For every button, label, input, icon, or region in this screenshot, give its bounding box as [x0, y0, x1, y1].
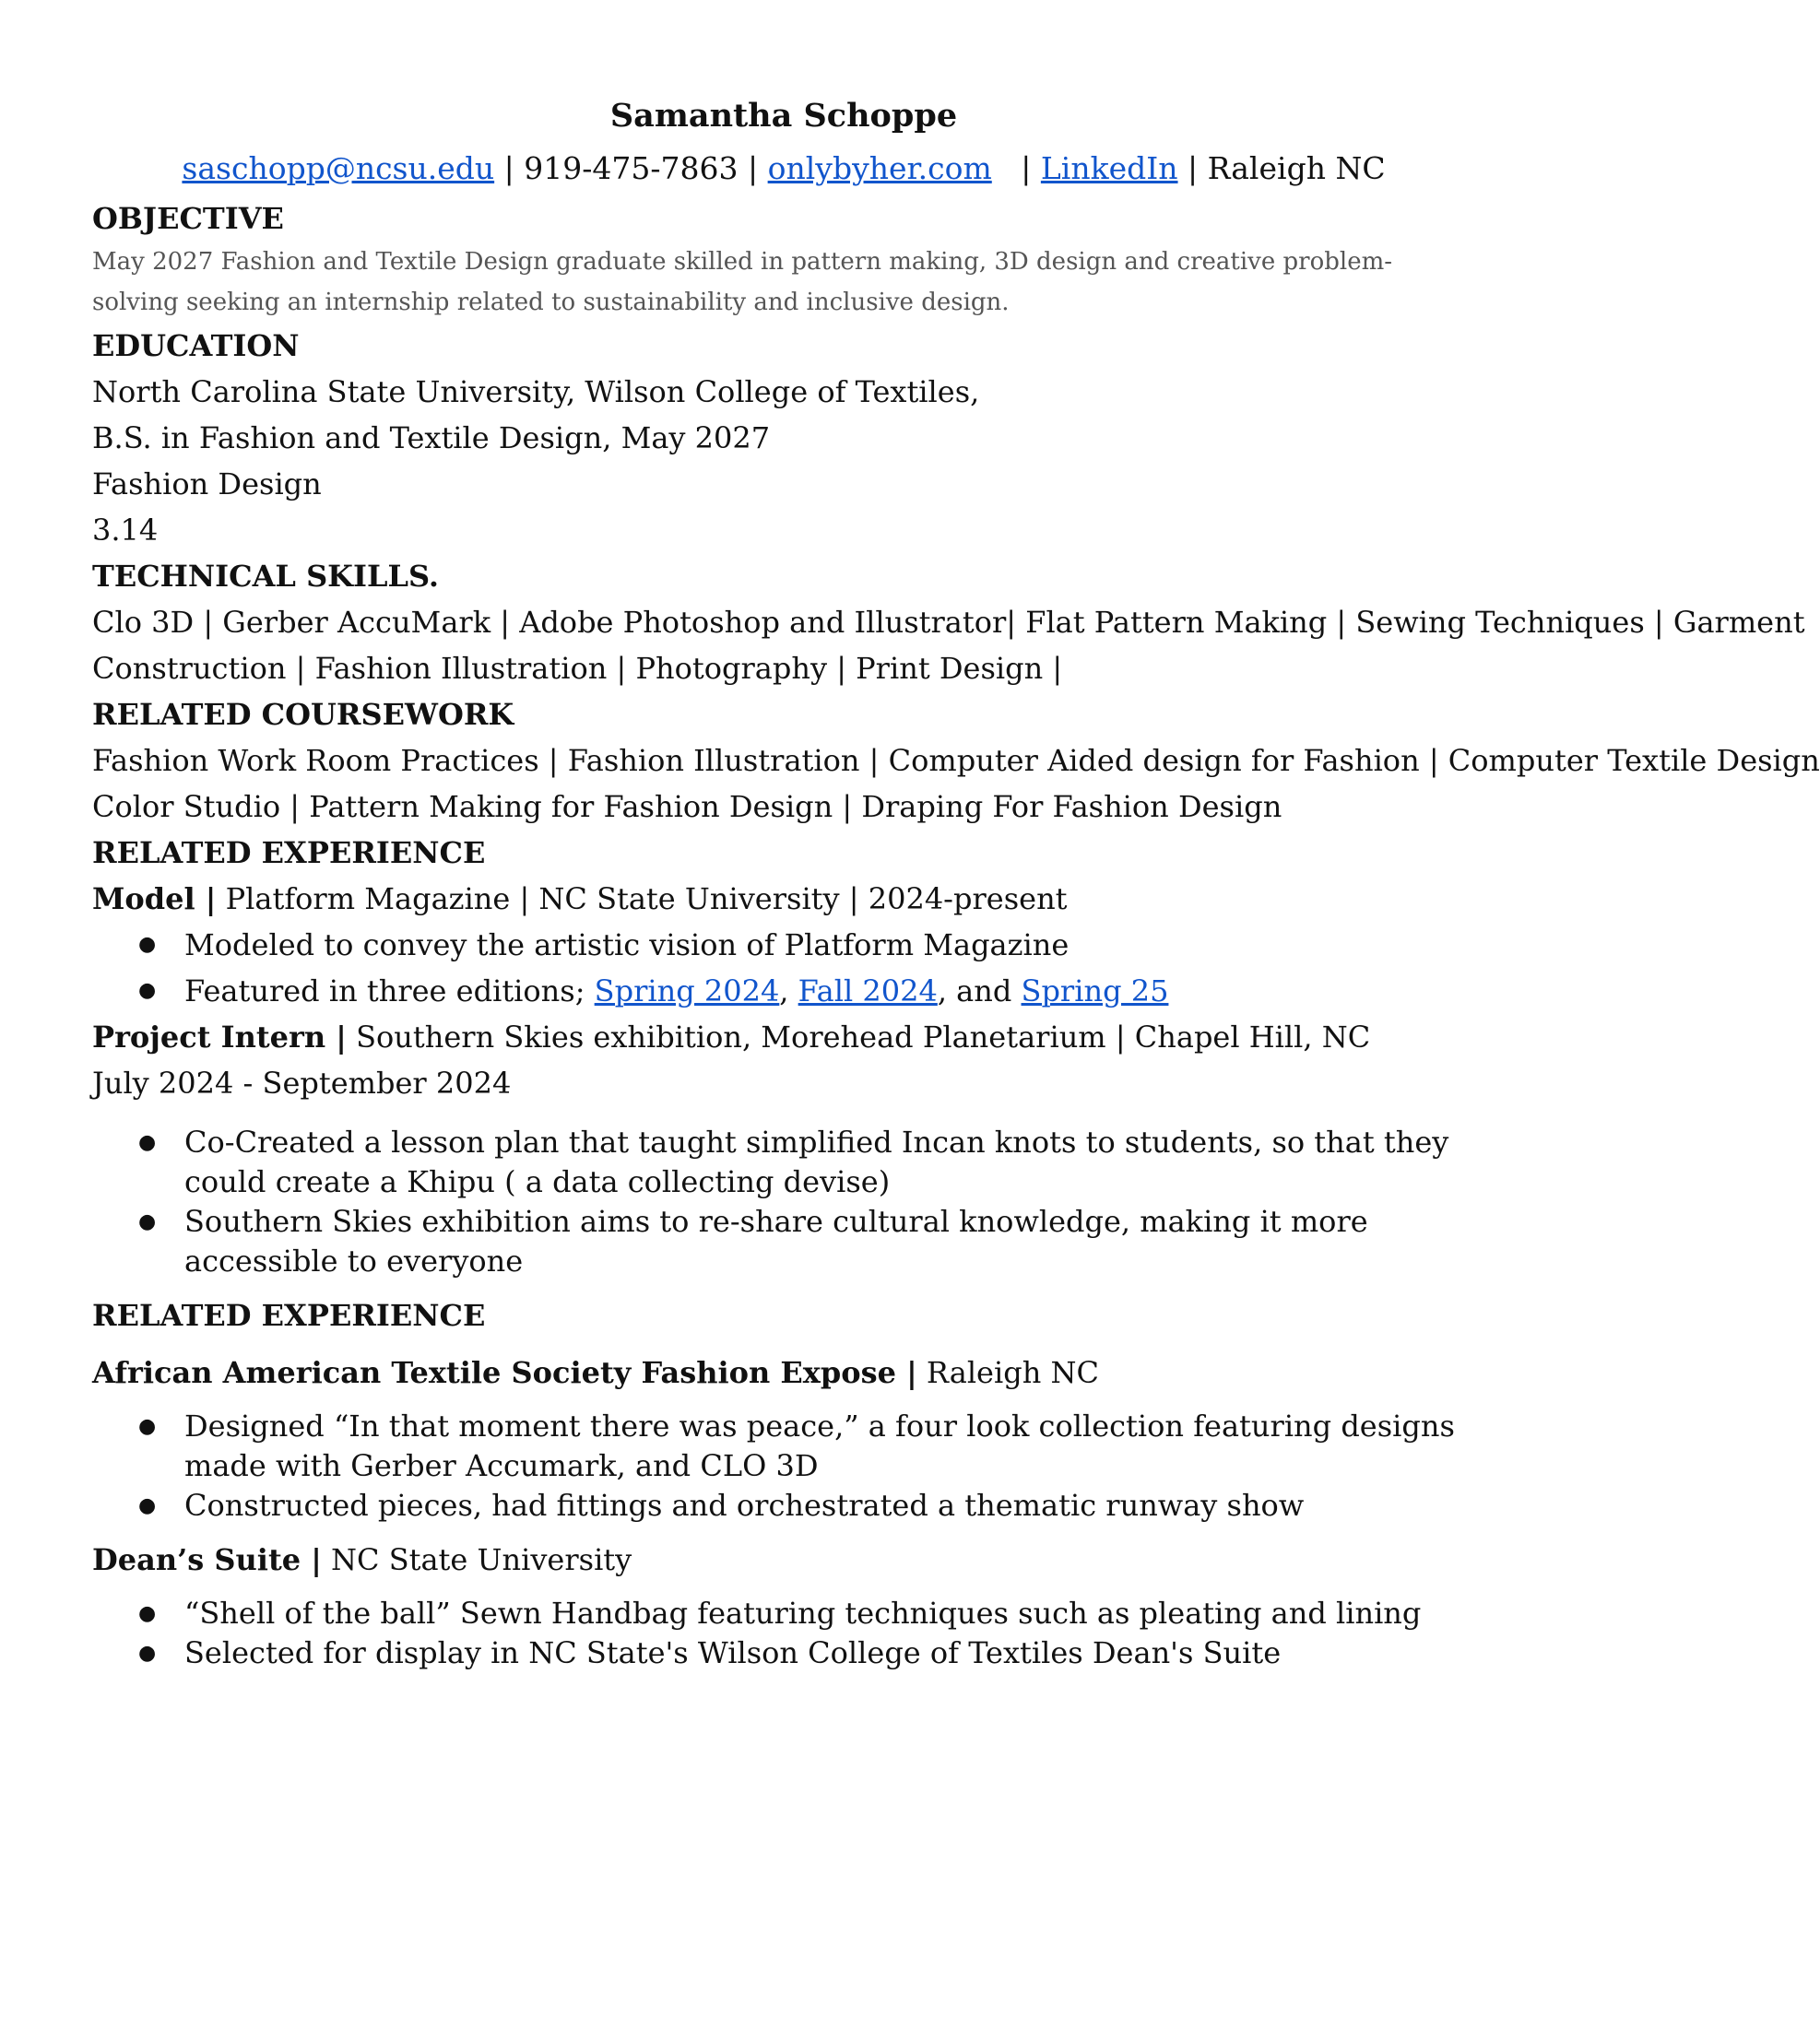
list-item: ● Constructed pieces, had fittings and orchestrated a thematic runway show — [184, 1486, 1475, 1526]
email-link[interactable]: saschopp@ncsu.edu — [182, 150, 495, 186]
coursework-heading: RELATED COURSEWORK — [92, 697, 514, 732]
experience-heading-2: RELATED EXPERIENCE — [92, 1298, 486, 1333]
model-detail: Platform Magazine | NC State University | 2024-present — [216, 881, 1068, 916]
list-item: ● Selected for display in NC State's Wilson College of Textiles Dean's Suite — [184, 1633, 1475, 1673]
separator: | — [494, 150, 525, 186]
skills-heading: TECHNICAL SKILLS. — [92, 559, 440, 594]
objective-heading: OBJECTIVE — [92, 201, 284, 236]
list-item — [184, 968, 1475, 1014]
intern-detail: Southern Skies exhibition, Morehead Planetarium | Chapel Hill, NC — [346, 1020, 1371, 1055]
skills-line-2: Construction | Fashion Illustration | Photography | Print Design | — [92, 651, 1063, 686]
bullet-text: Featured in three editions; — [184, 973, 595, 1008]
location: Raleigh NC — [1207, 150, 1386, 186]
deans-title: Dean’s Suite | — [92, 1542, 322, 1577]
coursework-line-1: Fashion Work Room Practices | Fashion Illustration | Computer Aided design for Fashion | Computer Textile Design — [92, 743, 1820, 778]
education-heading: EDUCATION — [92, 328, 300, 363]
intern-title: Project Intern | — [92, 1020, 347, 1055]
and-text: , and — [937, 973, 1022, 1008]
candidate-name: Samantha Schoppe — [609, 97, 958, 135]
list-item: ● Modeled to convey the artistic vision of Platform Magazine — [184, 922, 1475, 968]
comma: , — [779, 973, 798, 1008]
linkedin-link[interactable]: LinkedIn — [1040, 150, 1178, 186]
list-item: ● Southern Skies exhibition aims to re-share cultural knowledge, making it more accessible to everyone — [184, 1202, 1475, 1281]
resume-body — [92, 195, 1820, 1673]
list-item: ● Designed “In that moment there was peace,” a four look collection featuring designs made with Gerber Accumark, and CLO 3D — [184, 1407, 1475, 1486]
list-item: ● “Shell of the ball” Sewn Handbag featuring techniques such as pleating and lining — [184, 1594, 1475, 1633]
fall-2024-link[interactable]: Fall 2024 — [798, 973, 938, 1008]
list-item: ● Co-Created a lesson plan that taught simplified Incan knots to students, so that they could create a Khipu ( a data collecting devise) — [184, 1123, 1503, 1202]
coursework-line-2: Color Studio | Pattern Making for Fashion Design | Draping For Fashion Design — [92, 789, 1282, 824]
deans-role — [92, 1537, 1475, 1583]
experience-heading-1: RELATED EXPERIENCE — [92, 835, 486, 870]
objective-text: May 2027 Fashion and Textile Design graduate skilled in pattern making, 3D design and creative problem-solving seeking an internship related to sustainability and inclusive design. — [92, 248, 1393, 316]
skills-line-1: Clo 3D | Gerber AccuMark | Adobe Photoshop and Illustrator| Flat Pattern Making | Sewing Techniques | Garment — [92, 605, 1805, 640]
phone: 919-475-7863 — [524, 150, 739, 186]
deans-bullets — [92, 1594, 1475, 1673]
aats-detail: Raleigh NC — [916, 1355, 1099, 1390]
intern-bullets — [92, 1123, 1475, 1281]
education-gpa: 3.14 — [92, 513, 159, 548]
intern-dates: July 2024 - September 2024 — [92, 1066, 512, 1101]
aats-title: African American Textile Society Fashion Expose | — [92, 1355, 917, 1390]
aats-role — [92, 1350, 1475, 1396]
deans-detail: NC State University — [321, 1542, 632, 1577]
website-link[interactable]: onlybyher.com — [767, 150, 992, 186]
separator: | — [738, 150, 768, 186]
contact-line — [0, 147, 1567, 190]
model-bullets — [92, 922, 1475, 1014]
education-degree: B.S. in Fashion and Textile Design, May 2027 — [92, 420, 771, 455]
intern-role — [92, 1014, 1475, 1060]
education-school: North Carolina State University, Wilson College of Textiles, — [92, 374, 980, 409]
model-role — [92, 876, 1475, 922]
model-title: Model | — [92, 881, 217, 916]
spring-2024-link[interactable]: Spring 2024 — [594, 973, 780, 1008]
aats-bullets — [92, 1407, 1475, 1526]
spring-25-link[interactable]: Spring 25 — [1021, 973, 1169, 1008]
separator: | — [1010, 150, 1041, 186]
education-concentration: Fashion Design — [92, 466, 322, 501]
separator: | — [1177, 150, 1208, 186]
